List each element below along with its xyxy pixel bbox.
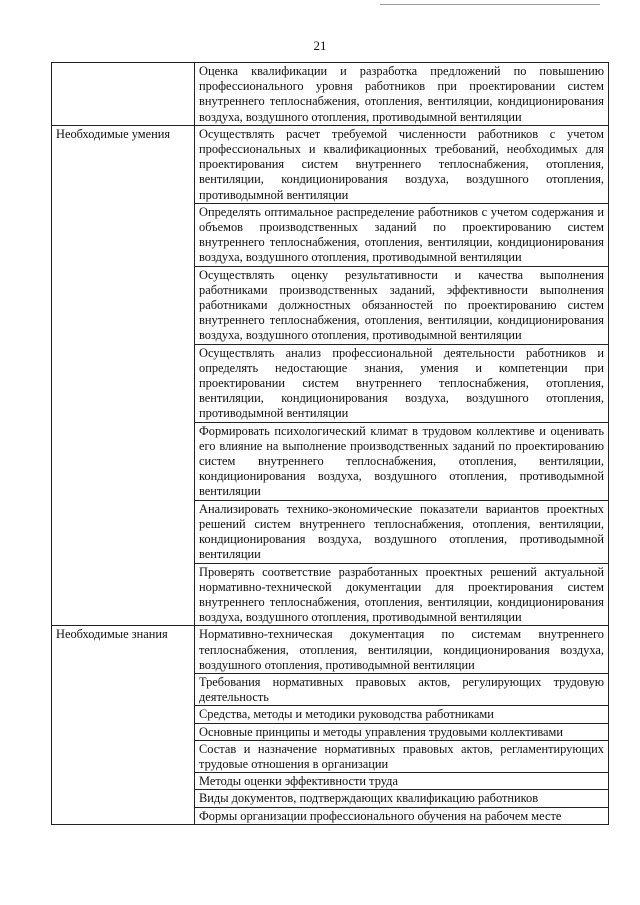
row-text: Определять оптимальное распределение работников с учетом содержания и объемов производственных заданий по проектированию систем внутреннего теплоснабжения, отопления, вентиляции, кондиционирования воздуха, воздушного отопления, противодымной вентиляции xyxy=(195,203,609,266)
row-label xyxy=(52,63,195,126)
page-number: 21 xyxy=(313,38,327,53)
row-text: Проверять соответствие разработанных проектных решений актуальной нормативно-технической документации для проектирования систем внутреннего теплоснабжения, отопления, вентиляции, кондиционирования воздуха, воздушного отопления, противодымной вентиляции xyxy=(195,563,609,626)
row-text: Методы оценки эффективности труда xyxy=(195,773,609,790)
table-row xyxy=(52,626,609,674)
table-row xyxy=(52,125,609,203)
row-text: Осуществлять расчет требуемой численности работников с учетом профессиональных и квалификационных требований, необходимых для проектирования систем внутреннего теплоснабжения, отопления, вентиляции, кондиционирования воздуха, воздушного отопления, противодымной вентиляции xyxy=(195,125,609,203)
row-text: Анализировать технико-экономические показатели вариантов проектных решений систем внутреннего теплоснабжения, отопления, вентиляции, кондиционирования воздуха, воздушного отопления, противодымной вентиляции xyxy=(195,500,609,563)
row-text: Основные принципы и методы управления трудовыми коллективами xyxy=(195,723,609,740)
row-text: Формы организации профессионального обучения на рабочем месте xyxy=(195,807,609,824)
row-text: Формировать психологический климат в трудовом коллективе и оценивать его влияние на выполнение производственных заданий по проектированию систем внутреннего теплоснабжения, отопления, вентиляции, кондиционирования воздуха, воздушного отопления, противодымной вентиляции xyxy=(195,422,609,500)
table-row xyxy=(52,63,609,126)
row-text: Осуществлять анализ профессиональной деятельности работников и определять недостающие знания, умения и компетенции при проектировании систем внутреннего теплоснабжения, отопления, вентиляции, кондиционирования воздуха, воздушного отопления, противодымной вентиляции xyxy=(195,344,609,422)
competency-table xyxy=(51,62,609,825)
row-label-knowledge: Необходимые знания xyxy=(52,626,195,824)
row-text: Оценка квалификации и разработка предложений по повышению профессионального уровня работников при проектировании систем внутреннего теплоснабжения, отопления, вентиляции, кондиционирования воздуха, воздушного отопления, противодымной вентиляции xyxy=(195,63,609,126)
row-text: Требования нормативных правовых актов, регулирующих трудовую деятельность xyxy=(195,673,609,705)
row-text: Состав и назначение нормативных правовых актов, регламентирующих трудовые отношения в организации xyxy=(195,740,609,772)
top-scan-line xyxy=(380,4,600,5)
row-text: Средства, методы и методики руководства работниками xyxy=(195,706,609,723)
row-text: Виды документов, подтверждающих квалификацию работников xyxy=(195,790,609,807)
row-text: Осуществлять оценку результативности и качества выполнения работниками производственных заданий, эффективности выполнения работниками должностных обязанностей по проектированию систем внутреннего теплоснабжения, отопления, вентиляции, кондиционирования воздуха, воздушного отопления, противодымной вентиляции xyxy=(195,266,609,344)
row-label-skills: Необходимые умения xyxy=(52,125,195,626)
row-text: Нормативно-техническая документация по системам внутреннего теплоснабжения, отопления, вентиляции, кондиционирования воздуха, воздушного отопления, противодымной вентиляции xyxy=(195,626,609,674)
